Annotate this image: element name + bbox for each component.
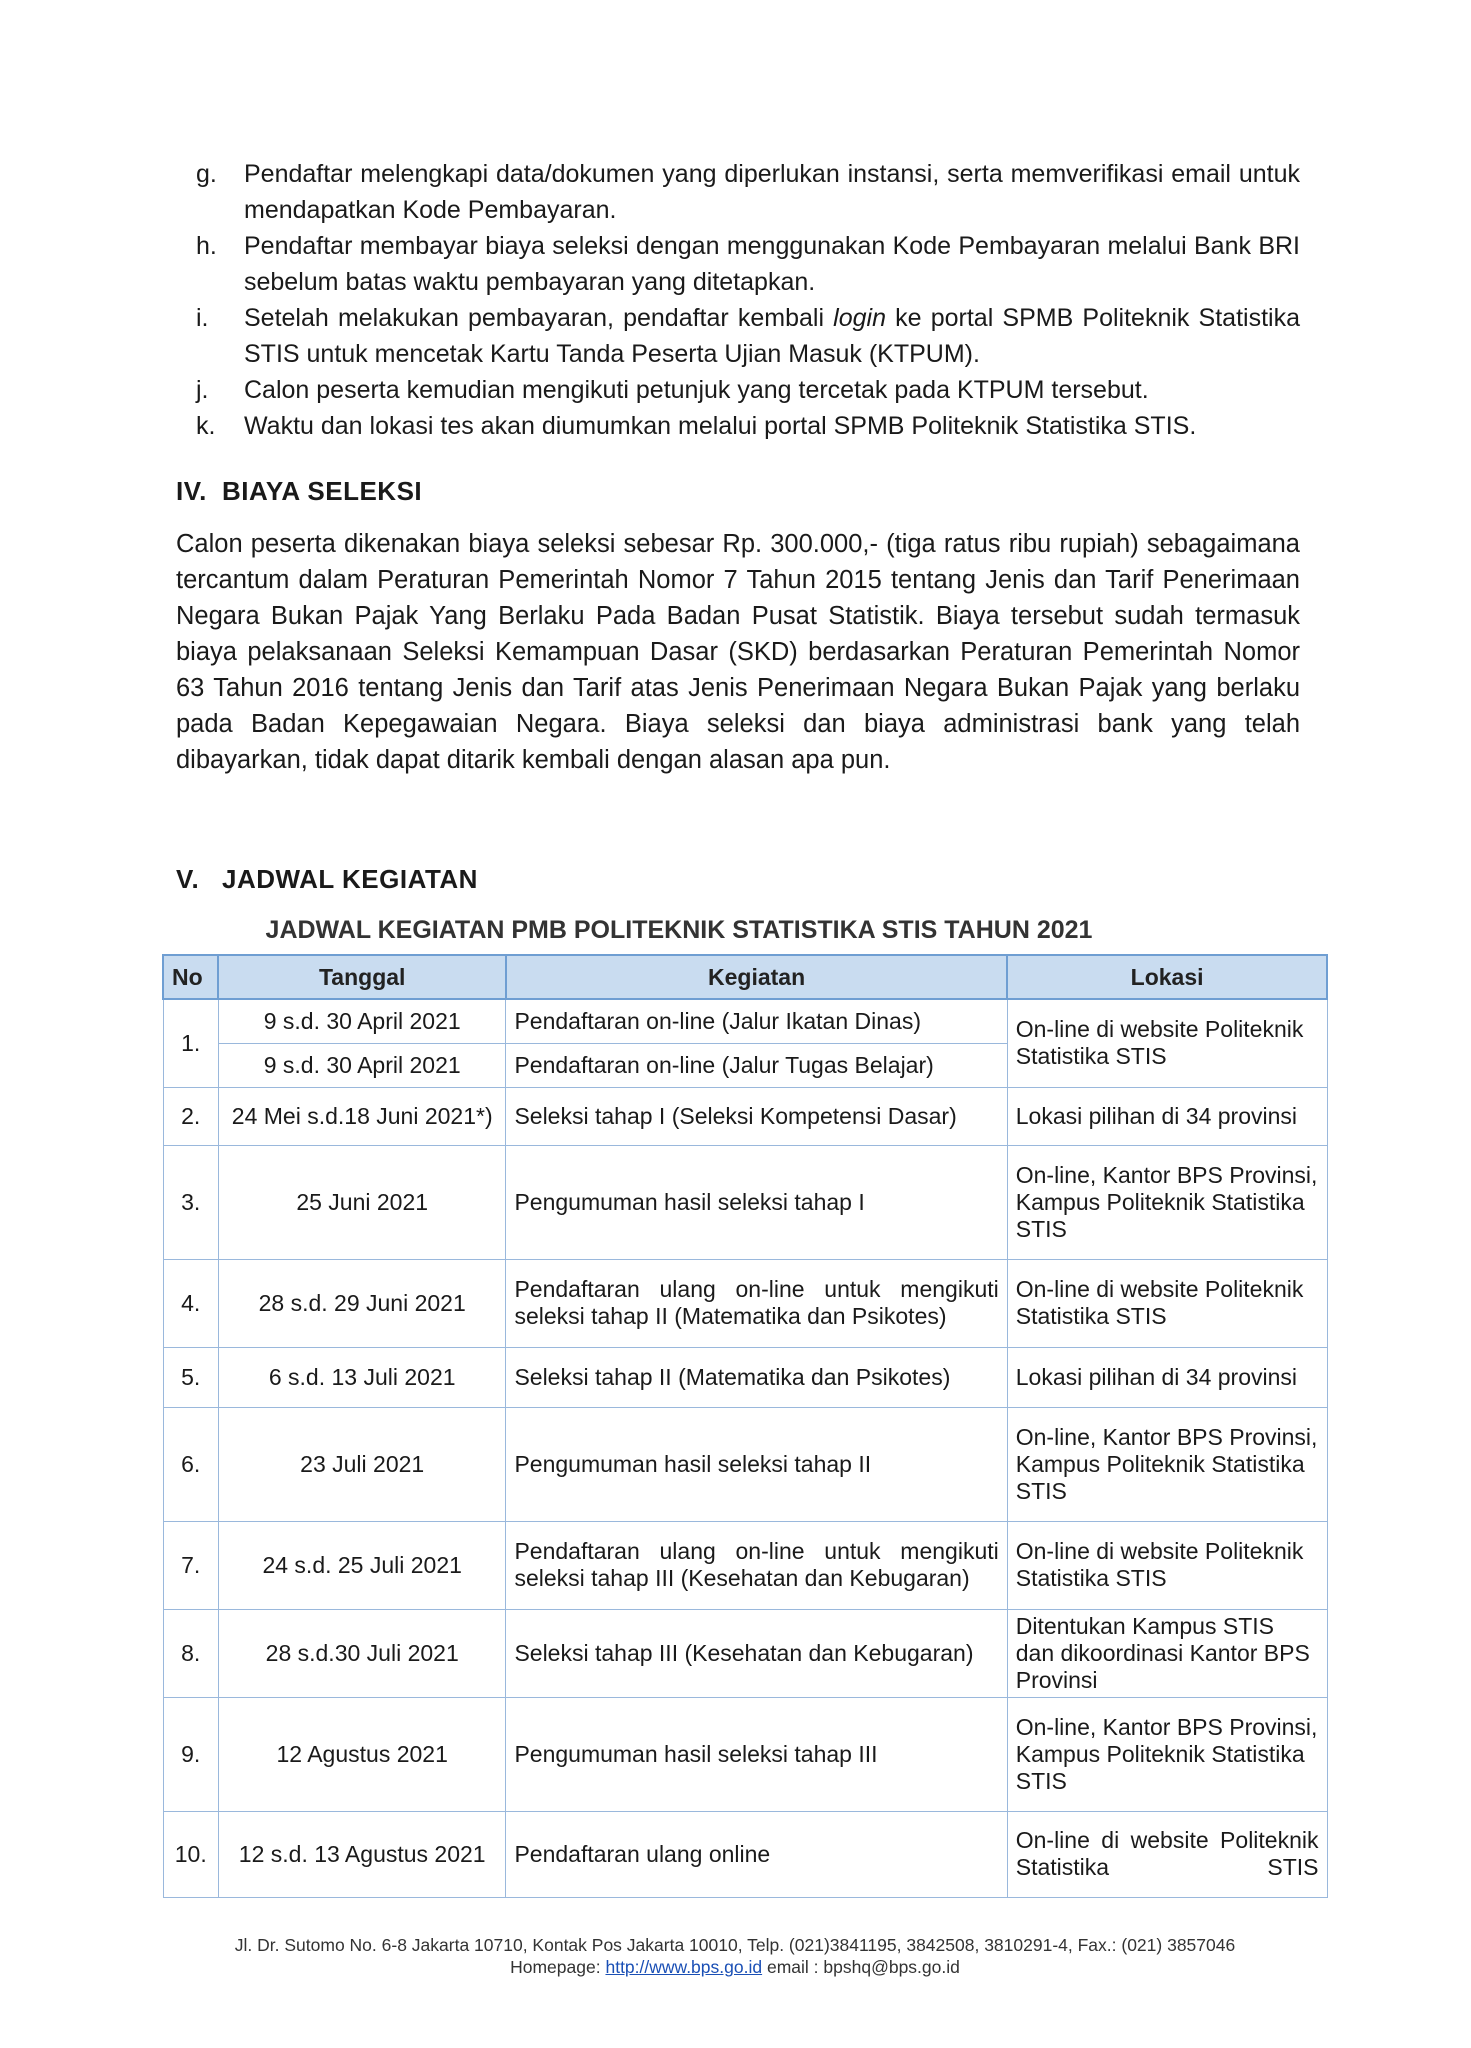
cell-kegiatan: Pendaftaran ulang online <box>506 1811 1007 1897</box>
list-item-letter: k. <box>196 412 216 440</box>
cell-tanggal: 25 Juni 2021 <box>218 1145 505 1259</box>
cell-tanggal: 23 Juli 2021 <box>218 1407 505 1521</box>
cell-tanggal: 9 s.d. 30 April 2021 <box>218 1043 505 1087</box>
cell-lokasi: Lokasi pilihan di 34 provinsi <box>1007 1087 1327 1145</box>
table-title: JADWAL KEGIATAN PMB POLITEKNIK STATISTIKA STIS TAHUN 2021 <box>265 916 1093 944</box>
registration-steps-list <box>196 156 1300 444</box>
table-row <box>163 999 1327 1043</box>
section-title: BIAYA SELEKSI <box>222 476 423 506</box>
email-address: bpshq@bps.go.id <box>823 1957 960 1977</box>
table-row <box>163 1087 1327 1145</box>
email-label: email : <box>766 1957 819 1977</box>
column-header-no: No <box>163 955 218 999</box>
cell-no: 4. <box>163 1259 218 1347</box>
cell-lokasi: On-line, Kantor BPS Provinsi, Kampus Politeknik Statistika STIS <box>1007 1407 1327 1521</box>
section-heading-biaya-seleksi <box>176 476 422 507</box>
table-row <box>163 1145 1327 1259</box>
table-row <box>163 1697 1327 1811</box>
footer-address: Jl. Dr. Sutomo No. 6-8 Jakarta 10710, Kontak Pos Jakarta 10010, Telp. (021)3841195, 3842508, 3810291-4, Fax.: (021) 3857046 <box>234 1935 1236 1955</box>
cell-tanggal: 28 s.d.30 Juli 2021 <box>218 1609 505 1697</box>
list-item-text <box>244 300 1300 372</box>
cell-tanggal: 12 s.d. 13 Agustus 2021 <box>218 1811 505 1897</box>
cell-lokasi: On-line, Kantor BPS Provinsi, Kampus Politeknik Statistika STIS <box>1007 1697 1327 1811</box>
list-item-letter: g. <box>196 160 217 188</box>
list-item <box>196 408 1300 444</box>
cell-lokasi: On-line di website Politeknik Statistika STIS <box>1007 1521 1327 1609</box>
schedule-table <box>162 954 1328 1898</box>
cell-kegiatan: Pengumuman hasil seleksi tahap I <box>506 1145 1007 1259</box>
cell-kegiatan: Pendaftaran ulang on-line untuk mengikuti seleksi tahap III (Kesehatan dan Kebugaran) <box>506 1521 1007 1609</box>
list-item-text-part: ke portal SPMB Politeknik Statistika STIS untuk mencetak Kartu Tanda Peserta Ujian Masuk (KTPUM). <box>244 304 1300 368</box>
column-header-tanggal: Tanggal <box>218 955 505 999</box>
section-heading-jadwal-kegiatan <box>176 864 478 895</box>
cell-no: 2. <box>163 1087 218 1145</box>
list-item <box>196 300 1300 372</box>
section-number: V. <box>176 864 200 894</box>
table-row <box>163 1609 1327 1697</box>
list-item <box>196 372 1300 408</box>
cell-kegiatan: Seleksi tahap III (Kesehatan dan Kebugaran) <box>506 1609 1007 1697</box>
homepage-link[interactable]: http://www.bps.go.id <box>605 1957 763 1977</box>
cell-no: 6. <box>163 1407 218 1521</box>
cell-lokasi: On-line di website Politeknik Statistika STIS <box>1007 999 1327 1087</box>
table-row <box>163 1259 1327 1347</box>
list-item-letter: h. <box>196 232 217 260</box>
cell-no: 8. <box>163 1609 218 1697</box>
footer-contact-line <box>120 1956 1350 1978</box>
cell-tanggal: 12 Agustus 2021 <box>218 1697 505 1811</box>
list-item-text: Pendaftar membayar biaya seleksi dengan menggunakan Kode Pembayaran melalui Bank BRI sebelum batas waktu pembayaran yang ditetapkan. <box>244 232 1300 296</box>
cell-tanggal: 28 s.d. 29 Juni 2021 <box>218 1259 505 1347</box>
table-row <box>163 1521 1327 1609</box>
list-item <box>196 156 1300 228</box>
list-item-text: Waktu dan lokasi tes akan diumumkan melalui portal SPMB Politeknik Statistika STIS. <box>244 412 1197 440</box>
cell-no: 9. <box>163 1697 218 1811</box>
cell-lokasi: On-line di website Politeknik Statistika STIS <box>1007 1811 1327 1897</box>
list-item-text: Calon peserta kemudian mengikuti petunjuk yang tercetak pada KTPUM tersebut. <box>244 376 1149 404</box>
table-row <box>163 1811 1327 1897</box>
table-row <box>163 1407 1327 1521</box>
list-item-letter: j. <box>196 376 209 404</box>
cell-kegiatan: Pendaftaran on-line (Jalur Ikatan Dinas) <box>506 999 1007 1043</box>
cell-lokasi: On-line di website Politeknik Statistika STIS <box>1007 1259 1327 1347</box>
page-footer <box>120 1934 1350 1978</box>
biaya-seleksi-paragraph: Calon peserta dikenakan biaya seleksi sebesar Rp. 300.000,- (tiga ratus ribu rupiah) sebagaimana tercantum dalam Peraturan Pemerintah Nomor 7 Tahun 2015 tentang Jenis dan Tarif Penerimaan Negara Bukan Pajak Yang Berlaku Pada Badan Pusat Statistik. Biaya tersebut sudah termasuk biaya pelaksanaan Seleksi Kemampuan Dasar (SKD) berdasarkan Peraturan Pemerintah Nomor 63 Tahun 2016 tentang Jenis dan Tarif atas Jenis Penerimaan Negara Bukan Pajak yang berlaku pada Badan Kepegawaian Negara. Biaya seleksi dan biaya administrasi bank yang telah dibayarkan, tidak dapat ditarik kembali dengan alasan apa pun. <box>176 530 1300 774</box>
homepage-label: Homepage: <box>510 1957 601 1977</box>
list-item-letter: i. <box>196 304 209 332</box>
cell-lokasi: Lokasi pilihan di 34 provinsi <box>1007 1347 1327 1407</box>
cell-kegiatan: Pengumuman hasil seleksi tahap II <box>506 1407 1007 1521</box>
table-row <box>163 1347 1327 1407</box>
table-header-row <box>163 955 1327 999</box>
cell-kegiatan: Seleksi tahap II (Matematika dan Psikotes) <box>506 1347 1007 1407</box>
cell-tanggal: 6 s.d. 13 Juli 2021 <box>218 1347 505 1407</box>
cell-tanggal: 24 Mei s.d.18 Juni 2021*) <box>218 1087 505 1145</box>
cell-kegiatan: Pengumuman hasil seleksi tahap III <box>506 1697 1007 1811</box>
list-item-text: Pendaftar melengkapi data/dokumen yang diperlukan instansi, serta memverifikasi email untuk mendapatkan Kode Pembayaran. <box>244 160 1300 224</box>
column-header-kegiatan: Kegiatan <box>506 955 1007 999</box>
cell-no: 3. <box>163 1145 218 1259</box>
section-title: JADWAL KEGIATAN <box>222 864 478 894</box>
cell-no: 5. <box>163 1347 218 1407</box>
cell-no: 7. <box>163 1521 218 1609</box>
cell-tanggal: 9 s.d. 30 April 2021 <box>218 999 505 1043</box>
cell-lokasi: Ditentukan Kampus STIS dan dikoordinasi Kantor BPS Provinsi <box>1007 1609 1327 1697</box>
italic-term: login <box>833 304 886 332</box>
section-number: IV. <box>176 476 207 506</box>
list-item <box>196 228 1300 300</box>
cell-no: 1. <box>163 999 218 1087</box>
cell-no: 10. <box>163 1811 218 1897</box>
cell-kegiatan: Pendaftaran ulang on-line untuk mengikuti seleksi tahap II (Matematika dan Psikotes) <box>506 1259 1007 1347</box>
cell-tanggal: 24 s.d. 25 Juli 2021 <box>218 1521 505 1609</box>
cell-lokasi: On-line, Kantor BPS Provinsi, Kampus Politeknik Statistika STIS <box>1007 1145 1327 1259</box>
column-header-lokasi: Lokasi <box>1007 955 1327 999</box>
list-item-text-part: Setelah melakukan pembayaran, pendaftar kembali <box>244 304 834 332</box>
cell-kegiatan: Pendaftaran on-line (Jalur Tugas Belajar) <box>506 1043 1007 1087</box>
cell-kegiatan: Seleksi tahap I (Seleksi Kompetensi Dasar) <box>506 1087 1007 1145</box>
